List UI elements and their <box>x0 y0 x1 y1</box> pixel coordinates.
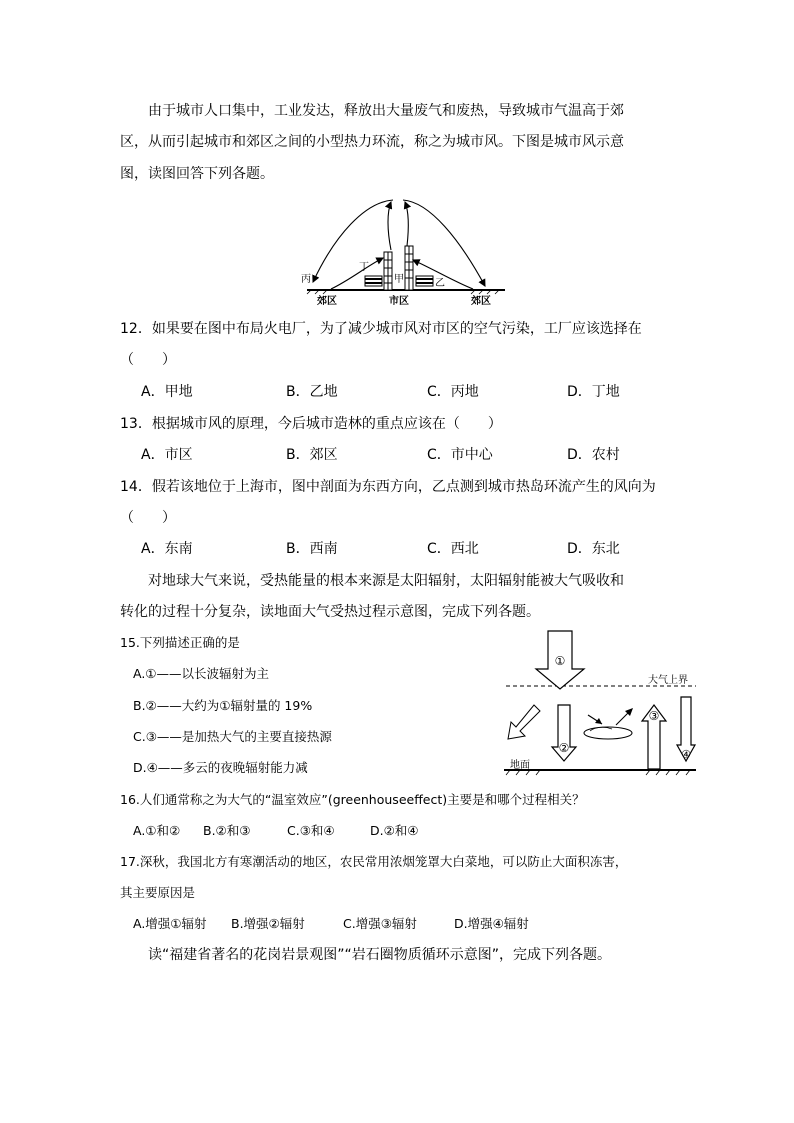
label-n4: ④ <box>681 748 691 761</box>
q12-option-a: A．甲地 <box>141 384 193 400</box>
q17-option-a: A.增强①辐射 <box>133 916 207 931</box>
q14-option-b: B．西南 <box>286 541 338 557</box>
q12-stem-line1: 12．如果要在图中布局火电厂，为了减少城市风对市区的空气污染，工厂应该选择在 <box>120 321 642 337</box>
intro1-line1: 由于城市人口集中，工业发达，释放出大量废气和废热，导致城市气温高于郊 <box>148 103 624 119</box>
q13-stem: 13．根据城市风的原理，今后城市造林的重点应该在（ ） <box>120 416 502 432</box>
q13-option-b: B．郊区 <box>286 447 338 463</box>
q15-option-a: A.①——以长波辐射为主 <box>133 666 270 681</box>
label-suburb-left: 郊区 <box>317 296 337 307</box>
q14-option-a: A．东南 <box>141 541 193 557</box>
label-n1: ① <box>554 654 566 668</box>
q14-stem-line1: 14．假若该地位于上海市，图中剖面为东西方向，乙点测到城市热岛环流产生的风向为 <box>120 479 656 495</box>
q14-stem-line2: （ ） <box>120 510 176 526</box>
q13-option-d: D．农村 <box>567 447 620 463</box>
q12-stem-line2: （ ） <box>120 352 176 368</box>
q17-stem-line2: 其主要原因是 <box>120 885 196 900</box>
q15-option-c: C.③——是加热大气的主要直接热源 <box>133 729 332 744</box>
q17-stem-line1: 17.深秋，我国北方有寒潮活动的地区，农民常用浓烟笼罩大白菜地，可以防止大面积冻害， <box>120 854 628 869</box>
label-suburb-right: 郊区 <box>471 296 491 307</box>
q16-option-a: A.①和② <box>133 823 181 838</box>
intro3-line: 读“福建省著名的花岗岩景观图”“岩石圈物质循环示意图”，完成下列各题。 <box>148 947 612 963</box>
q14-option-c: C．西北 <box>427 541 479 557</box>
cloud-icon <box>584 727 632 739</box>
q16-option-b: B.②和③ <box>203 823 251 838</box>
q16-option-c: C.③和④ <box>287 823 335 838</box>
q17-option-b: B.增强②辐射 <box>231 916 305 931</box>
q15-stem: 15.下列描述正确的是 <box>120 635 240 650</box>
label-jia: 甲 <box>394 274 404 285</box>
q16-stem: 16.人们通常称之为大气的“温室效应”(greenhouseeffect)主要是和哪个过程相关？ <box>120 792 585 807</box>
urban-wind-diagram <box>295 190 515 310</box>
intro1-line2: 区，从而引起城市和郊区之间的小型热力环流，称之为城市风。下图是城市风示意 <box>120 134 624 150</box>
label-ground: 地面 <box>510 760 530 771</box>
label-ding: 丁 <box>359 262 369 273</box>
label-n2: ② <box>558 741 570 755</box>
label-n3: ③ <box>648 709 660 723</box>
intro1-line3: 图，读图回答下列各题。 <box>120 166 274 182</box>
q13-option-a: A．市区 <box>141 447 193 463</box>
label-yi: 乙 <box>435 278 445 289</box>
q16-option-d: D.②和④ <box>370 823 419 838</box>
label-top-atmosphere: 大气上界 <box>648 675 688 686</box>
atmosphere-heating-diagram <box>500 625 700 780</box>
label-city: 市区 <box>389 296 409 307</box>
intro2-line2: 转化的过程十分复杂，读地面大气受热过程示意图，完成下列各题。 <box>120 604 540 620</box>
q13-option-c: C．市中心 <box>427 447 493 463</box>
q12-option-c: C．丙地 <box>427 384 479 400</box>
q12-option-b: B．乙地 <box>286 384 338 400</box>
intro2-line1: 对地球大气来说，受热能量的根本来源是太阳辐射，太阳辐射能被大气吸收和 <box>148 573 624 589</box>
q12-option-d: D．丁地 <box>567 384 620 400</box>
q17-option-d: D.增强④辐射 <box>454 916 529 931</box>
label-bing: 丙 <box>301 274 311 285</box>
q14-option-d: D．东北 <box>567 541 620 557</box>
q17-option-c: C.增强③辐射 <box>343 916 417 931</box>
q15-option-d: D.④——多云的夜晚辐射能力减 <box>133 760 308 775</box>
q15-option-b: B.②——大约为①辐射量的 19% <box>133 698 313 713</box>
arrow-reflection <box>508 705 540 739</box>
